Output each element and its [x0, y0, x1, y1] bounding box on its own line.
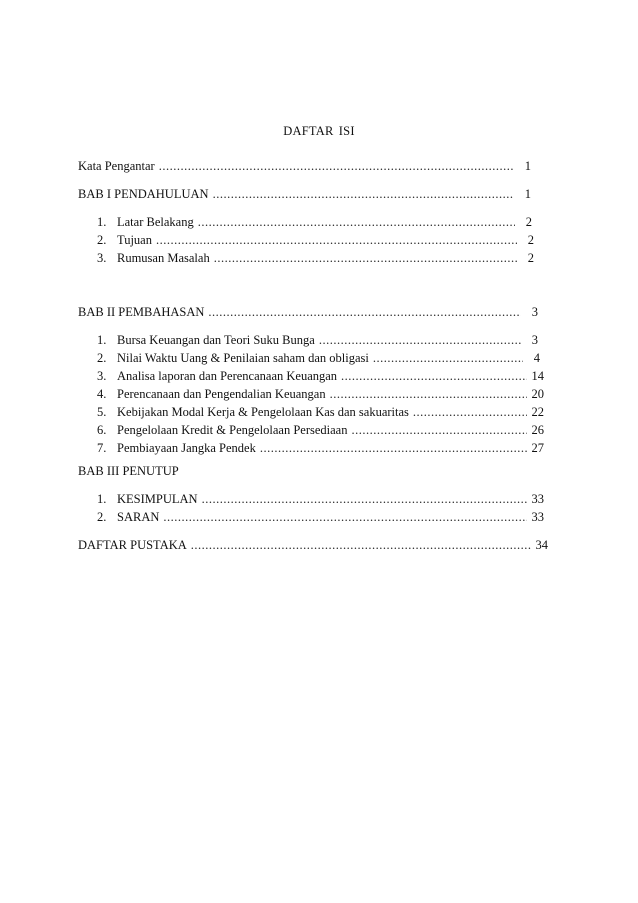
toc-page-number: 4: [533, 351, 540, 365]
toc-item-label: Latar Belakang: [117, 215, 194, 229]
toc-item-label: Nilai Waktu Uang & Penilaian saham dan obligasi: [117, 351, 369, 365]
toc-entry-label: Kata Pengantar: [78, 159, 155, 173]
toc-dot-leader: [351, 421, 526, 439]
toc-subentry: [97, 249, 534, 267]
toc-page-number: 33: [531, 492, 544, 506]
toc-page-number: 3: [531, 333, 538, 347]
toc-item-number: 7.: [97, 441, 107, 455]
toc-subentry: [97, 403, 544, 421]
toc-item-label: SARAN: [117, 510, 160, 524]
toc-chapter-label: BAB III PENUTUP: [78, 464, 179, 478]
toc-item-number: 2.: [97, 233, 107, 247]
toc-page-number: 1: [524, 187, 531, 201]
toc-chapter-bab-3: [78, 462, 179, 480]
toc-page-number: 1: [524, 159, 531, 173]
toc-item-number: 1.: [97, 215, 107, 229]
toc-item-label: Kebijakan Modal Kerja & Pengelolaan Kas dan sakuaritas: [117, 405, 409, 419]
toc-dot-leader: [260, 439, 527, 457]
toc-page-number: 22: [531, 405, 544, 419]
toc-item-number: 3.: [97, 251, 107, 265]
toc-item-number: 1.: [97, 492, 107, 506]
toc-chapter-bab-1: [78, 185, 531, 203]
toc-item-label: Bursa Keuangan dan Teori Suku Bunga: [117, 333, 315, 347]
toc-dot-leader: [341, 367, 526, 385]
toc-page-number: 34: [535, 538, 548, 552]
toc-chapter-label: BAB I PENDAHULUAN: [78, 187, 209, 201]
toc-item-label: Pengelolaan Kredit & Pengelolaan Persediaan: [117, 423, 348, 437]
toc-chapter-label: BAB II PEMBAHASAN: [78, 305, 205, 319]
toc-page-number: 14: [531, 369, 544, 383]
toc-subentry: [97, 231, 534, 249]
toc-dot-leader: [156, 231, 517, 249]
toc-page-number: 2: [527, 251, 534, 265]
toc-item-number: 2.: [97, 351, 107, 365]
toc-dot-leader: [191, 536, 531, 554]
toc-dot-leader: [330, 385, 527, 403]
toc-item-number: 5.: [97, 405, 107, 419]
toc-page-number: 33: [531, 510, 544, 524]
toc-dot-leader: [159, 157, 514, 175]
toc-entry-kata-pengantar: [78, 157, 531, 175]
toc-dot-leader: [198, 213, 515, 231]
toc-item-number: 3.: [97, 369, 107, 383]
toc-subentry: [97, 367, 544, 385]
toc-page-number: 2: [527, 233, 534, 247]
toc-subentry: [97, 439, 544, 457]
page-title: DAFTAR ISI: [283, 124, 355, 138]
toc-dot-leader: [163, 508, 526, 526]
toc-item-label: Rumusan Masalah: [117, 251, 210, 265]
toc-dot-leader: [213, 185, 514, 203]
toc-page-number: 3: [531, 305, 538, 319]
toc-subentry: [97, 490, 544, 508]
toc-subentry: [97, 331, 538, 349]
toc-dot-leader: [319, 331, 521, 349]
toc-page-number: 2: [525, 215, 532, 229]
toc-page-number: 27: [531, 441, 544, 455]
toc-item-number: 1.: [97, 333, 107, 347]
toc-page-number: 20: [531, 387, 544, 401]
toc-subentry: [97, 421, 544, 439]
toc-subentry: [97, 508, 544, 526]
toc-subentry: [97, 213, 532, 231]
toc-subentry: [97, 385, 544, 403]
toc-item-number: 2.: [97, 510, 107, 524]
toc-item-label: Pembiayaan Jangka Pendek: [117, 441, 256, 455]
toc-entry-label: DAFTAR PUSTAKA: [78, 538, 187, 552]
toc-item-label: KESIMPULAN: [117, 492, 198, 506]
toc-dot-leader: [373, 349, 523, 367]
toc-dot-leader: [413, 403, 527, 421]
toc-item-number: 4.: [97, 387, 107, 401]
toc-dot-leader: [202, 490, 527, 508]
toc-item-label: Tujuan: [117, 233, 152, 247]
toc-dot-leader: [214, 249, 517, 267]
toc-subentry: [97, 349, 540, 367]
toc-chapter-bab-2: [78, 303, 538, 321]
toc-item-label: Perencanaan dan Pengendalian Keuangan: [117, 387, 326, 401]
toc-item-label: Analisa laporan dan Perencanaan Keuangan: [117, 369, 338, 383]
toc-item-number: 6.: [97, 423, 107, 437]
toc-entry-daftar-pustaka: [78, 536, 548, 554]
toc-page-number: 26: [531, 423, 544, 437]
toc-dot-leader: [208, 303, 521, 321]
